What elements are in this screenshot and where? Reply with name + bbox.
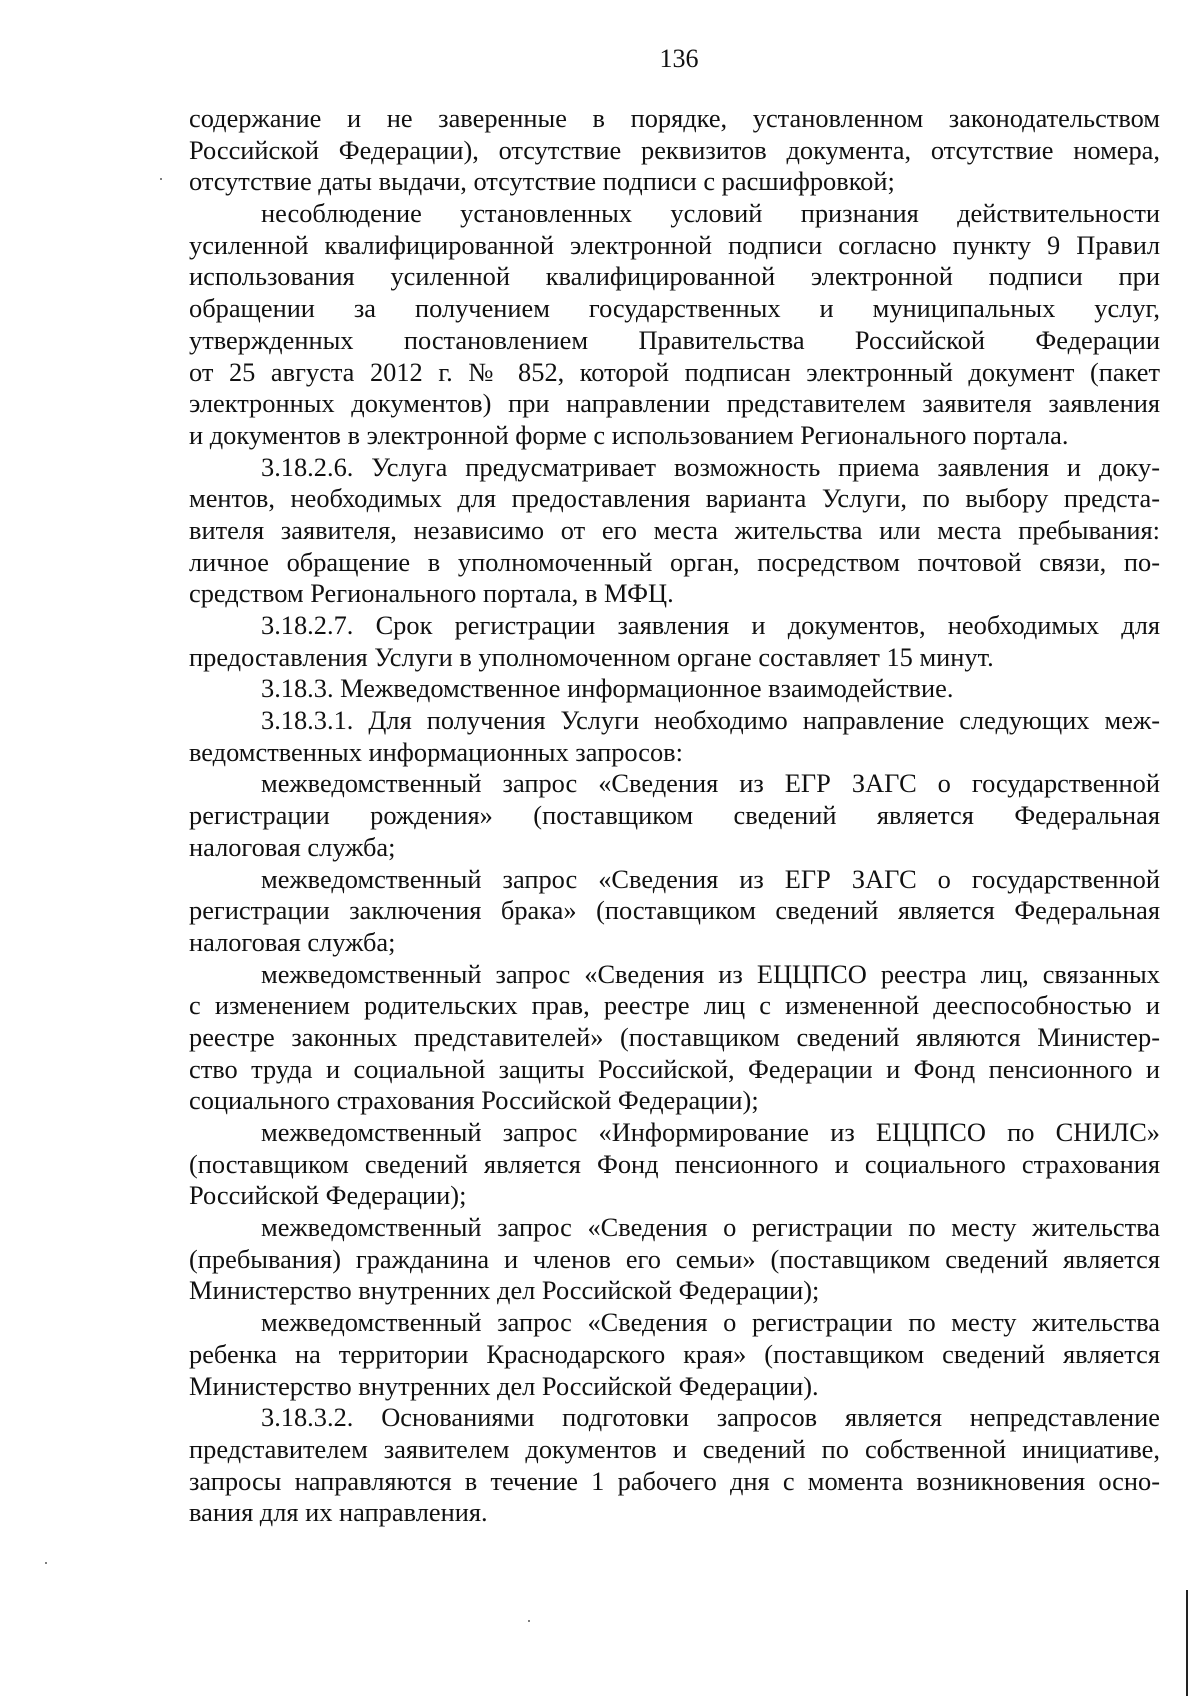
- text-line: реестре законных представителей» (поставщиком сведений являются Министер-: [189, 1021, 1160, 1052]
- text-line: утвержденных постановлением Правительства Российской Федерации: [189, 324, 1160, 355]
- text-line: регистрации заключения брака» (поставщиком сведений является Федеральная: [189, 895, 1160, 926]
- scan-edge-mark: [1186, 1590, 1188, 1696]
- scan-speck: [160, 178, 162, 180]
- text-line: 3.18.2.6. Услуга предусматривает возможность приема заявления и доку-: [261, 451, 1160, 482]
- text-line: содержание и не заверенные в порядке, установленном законодательством: [189, 103, 1160, 133]
- text-line: предоставления Услуги в уполномоченном органе составляет 15 минут.: [189, 641, 994, 672]
- text-line: межведомственный запрос «Сведения о регистрации по месту жительства: [261, 1307, 1160, 1338]
- text-line: ведомственных информационных запросов:: [189, 736, 683, 767]
- text-line: использования усиленной квалифицированной электронной подписи при: [189, 261, 1160, 292]
- text-line: усиленной квалифицированной электронной подписи согласно пункту 9 Правил: [189, 229, 1160, 260]
- text-line: личное обращение в уполномоченный орган, посредством почтовой связи, по-: [189, 546, 1160, 577]
- text-line: Российской Федерации);: [189, 1180, 467, 1211]
- text-line: электронных документов) при направлении представителем заявителя заявления: [189, 388, 1160, 419]
- text-line: межведомственный запрос «Информирование из ЕЦЦПСО по СНИЛС»: [261, 1117, 1160, 1147]
- text-line: (поставщиком сведений является Фонд пенсионного и социального страхования: [189, 1148, 1160, 1179]
- text-line: от 25 августа 2012 г. № 852, которой подписан электронный документ (пакет: [189, 356, 1160, 387]
- text-line: налоговая служба;: [189, 926, 396, 957]
- text-line: несоблюдение установленных условий признания действительности: [261, 198, 1160, 229]
- text-line: ребенка на территории Краснодарского края» (поставщиком сведений является: [189, 1338, 1160, 1369]
- text-line: налоговая служба;: [189, 831, 396, 862]
- text-line: запросы направляются в течение 1 рабочего дня с момента возникновения осно-: [189, 1465, 1160, 1496]
- text-line: (пребывания) гражданина и членов его семьи» (поставщиком сведений является: [189, 1243, 1160, 1274]
- text-line: ментов, необходимых для предоставления варианта Услуги, по выбору предста-: [189, 483, 1160, 514]
- text-line: представителем заявителем документов и сведений по собственной инициативе,: [189, 1433, 1160, 1464]
- text-line: регистрации рождения» (поставщиком сведений является Федеральная: [189, 800, 1160, 831]
- scan-speck: [528, 1620, 530, 1622]
- text-line: Министерство внутренних дел Российской Федерации).: [189, 1370, 819, 1401]
- text-line: Министерство внутренних дел Российской Федерации);: [189, 1275, 820, 1306]
- page-number: 136: [659, 44, 699, 73]
- document-body: [189, 103, 1160, 1529]
- text-line: социального страхования Российской Федерации);: [189, 1085, 759, 1116]
- text-line: обращении за получением государственных и муниципальных услуг,: [189, 293, 1160, 324]
- text-line: ство труда и социальной защиты Российской, Федерации и Фонд пенсионного и: [189, 1053, 1160, 1084]
- text-line: межведомственный запрос «Сведения о регистрации по месту жительства: [261, 1212, 1160, 1243]
- text-line: 3.18.3.2. Основаниями подготовки запросов является непредставление: [261, 1402, 1160, 1433]
- text-line: Российской Федерации), отсутствие реквизитов документа, отсутствие номера,: [189, 134, 1160, 165]
- text-line: вителя заявителя, независимо от его места жительства или места пребывания:: [189, 514, 1160, 545]
- text-line: средством Регионального портала, в МФЦ.: [189, 578, 674, 609]
- text-line: и документов в электронной форме с использованием Регионального портала.: [189, 419, 1069, 450]
- text-line: отсутствие даты выдачи, отсутствие подписи с расшифровкой;: [189, 166, 895, 197]
- text-line: 3.18.3. Межведомственное информационное взаимодействие.: [261, 673, 954, 704]
- scan-speck: [45, 1562, 47, 1564]
- text-line: межведомственный запрос «Сведения из ЕЦЦПСО реестра лиц, связанных: [261, 958, 1160, 989]
- text-line: 3.18.2.7. Срок регистрации заявления и документов, необходимых для: [261, 610, 1160, 640]
- text-line: межведомственный запрос «Сведения из ЕГР ЗАГС о государственной: [261, 768, 1160, 799]
- text-line: вания для их направления.: [189, 1497, 488, 1528]
- text-line: межведомственный запрос «Сведения из ЕГР ЗАГС о государственной: [261, 863, 1160, 894]
- text-line: с изменением родительских прав, реестре лиц с измененной дееспособностью и: [189, 990, 1160, 1021]
- text-line: 3.18.3.1. Для получения Услуги необходимо направление следующих меж-: [261, 705, 1160, 736]
